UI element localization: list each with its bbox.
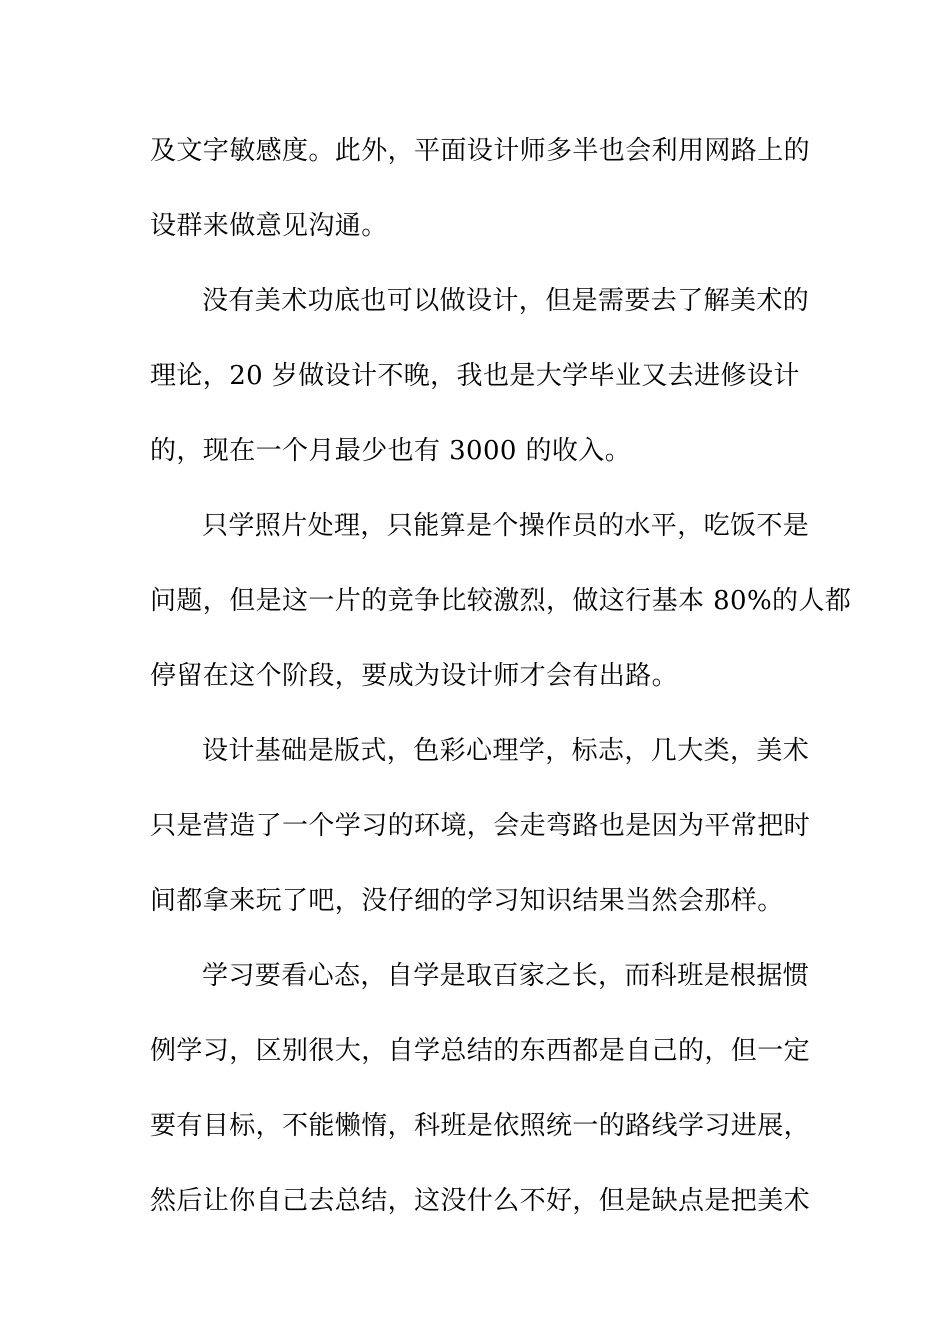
paragraph-first-line: 没有美术功底也可以做设计，但是需要去了解美术的 bbox=[202, 286, 810, 316]
paragraph-first-line: 学习要看心态，自学是取百家之长，而科班是根据惯 bbox=[202, 961, 810, 991]
text-line: 理论，20 岁做设计不晚，我也是大学毕业又去进修设计 bbox=[150, 361, 800, 391]
text-line: 的，现在一个月最少也有 3000 的收入。 bbox=[150, 436, 632, 466]
text-line: 只是营造了一个学习的环境，会走弯路也是因为平常把时 bbox=[150, 811, 811, 841]
paragraph-first-line: 只学照片处理，只能算是个操作员的水平，吃饭不是 bbox=[202, 511, 810, 541]
text-line: 例学习，区别很大，自学总结的东西都是自己的，但一定 bbox=[150, 1036, 811, 1066]
text-line: 问题，但是这一片的竞争比较激烈，做这行基本 80%的人都 bbox=[150, 586, 852, 616]
paragraph-first-line: 设计基础是版式，色彩心理学，标志，几大类，美术 bbox=[202, 736, 810, 766]
text-line: 停留在这个阶段，要成为设计师才会有出路。 bbox=[150, 661, 679, 691]
text-line: 及文字敏感度。此外，平面设计师多半也会利用网路上的 bbox=[150, 136, 811, 166]
text-line: 要有目标，不能懒惰，科班是依照统一的路线学习进展， bbox=[150, 1111, 811, 1141]
text-line: 设群来做意见沟通。 bbox=[150, 211, 388, 241]
text-line: 间都拿来玩了吧，没仔细的学习知识结果当然会那样。 bbox=[150, 886, 784, 916]
text-line: 然后让你自己去总结，这没什么不好，但是缺点是把美术 bbox=[150, 1186, 811, 1216]
